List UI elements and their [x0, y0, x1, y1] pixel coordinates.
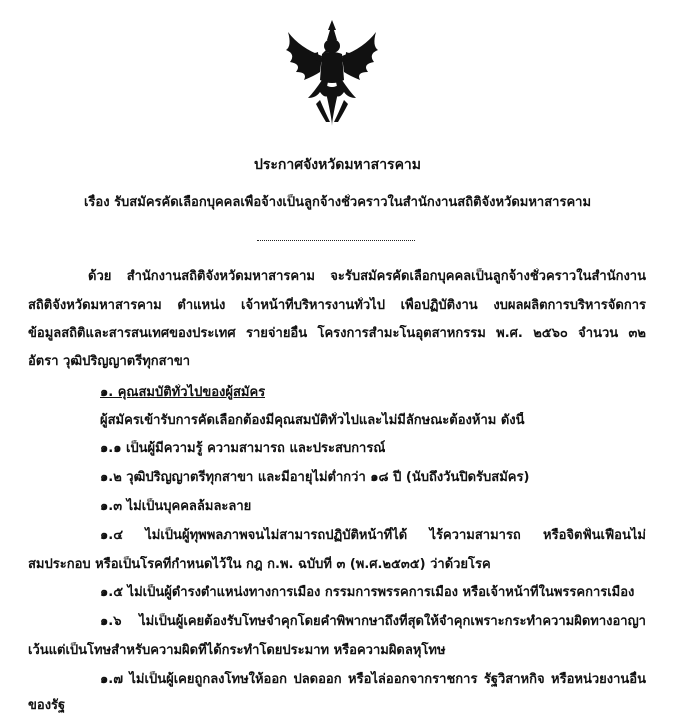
list-item: ๑.๕ ไม่เป็นผู้ดำรงตำแหน่งทางการเมือง กรรมการพรรคการเมือง หรือเจ้าหน้าที่ในพรรคการเมือง: [100, 585, 635, 600]
section-lead: ผู้สมัครเข้ารับการคัดเลือกต้องมีคุณสมบัติทั่วไปและไม่มีลักษณะต้องห้าม ดังนี้: [100, 413, 525, 428]
list-item-continuation: สมประกอบ หรือเป็นโรคที่กำหนดไว้ใน กฎ ก.พ. ฉบับที่ ๓ (พ.ศ.๒๕๓๕) ว่าด้วยโรค: [28, 557, 491, 572]
list-item-continuation: ของรัฐ: [28, 698, 66, 713]
list-item: ๑.๑ เป็นผู้มีความรู้ ความสามารถ และประสบการณ์: [100, 441, 386, 456]
list-item: ๑.๗ ไม่เป็นผู้เคยถูกลงโทษให้ออก ปลดออก หรือไล่ออกจากราชการ รัฐวิสาหกิจ หรือหน่วยงานอื่น: [100, 672, 646, 687]
list-item: ๑.๓ ไม่เป็นบุคคลล้มละลาย: [100, 499, 252, 514]
separator-dotted-line: [257, 240, 415, 241]
garuda-emblem-icon: [282, 18, 382, 128]
intro-line-3: ข้อมูลสถิติและสารสนเทศของประเทศ รายจ่ายอื่น โครงการสำมะโนอุตสาหกรรม พ.ศ. ๒๕๖๐ จำนวน ๓๒: [28, 326, 646, 341]
intro-line-1: ด้วย สำนักงานสถิติจังหวัดมหาสารคาม จะรับสมัครคัดเลือกบุคคลเป็นลูกจ้างชั่วคราวในสำนักงาน: [88, 269, 646, 284]
section-heading: ๑. คุณสมบัติทั่วไปของผู้สมัคร: [100, 385, 266, 400]
list-item-continuation: เว้นแต่เป็นโทษสำหรับความผิดที่ได้กระทำโดยประมาท หรือความผิดลหุโทษ: [28, 643, 446, 658]
document-title: ประกาศจังหวัดมหาสารคาม: [253, 157, 422, 173]
list-item: ๑.๒ วุฒิปริญญาตรีทุกสาขา และมีอายุไม่ต่ำกว่า ๑๘ ปี (นับถึงวันปิดรับสมัคร): [100, 470, 530, 485]
list-item: ๑.๔ ไม่เป็นผู้ทุพพลภาพจนไม่สามารถปฏิบัติหน้าที่ได้ ไร้ความสามารถ หรือจิตฟั่นเฟือนไม่: [100, 528, 646, 543]
intro-line-4: อัตรา วุฒิปริญญาตรีทุกสาขา: [28, 354, 191, 369]
intro-line-2: สถิติจังหวัดมหาสารคาม ตำแหน่ง เจ้าหน้าที่บริหารงานทั่วไป เพื่อปฏิบัติงาน งบผลผลิตการบริหารจัดการ: [28, 298, 646, 313]
document-subject: เรื่อง รับสมัครคัดเลือกบุคคลเพื่อจ้างเป็นลูกจ้างชั่วคราวในสำนักงานสถิติจังหวัดมหาสารคาม: [83, 195, 592, 210]
list-item: ๑.๖ ไม่เป็นผู้เคยต้องรับโทษจำคุกโดยคำพิพากษาถึงที่สุดให้จำคุกเพราะกระทำความผิดทางอาญา: [100, 614, 646, 629]
